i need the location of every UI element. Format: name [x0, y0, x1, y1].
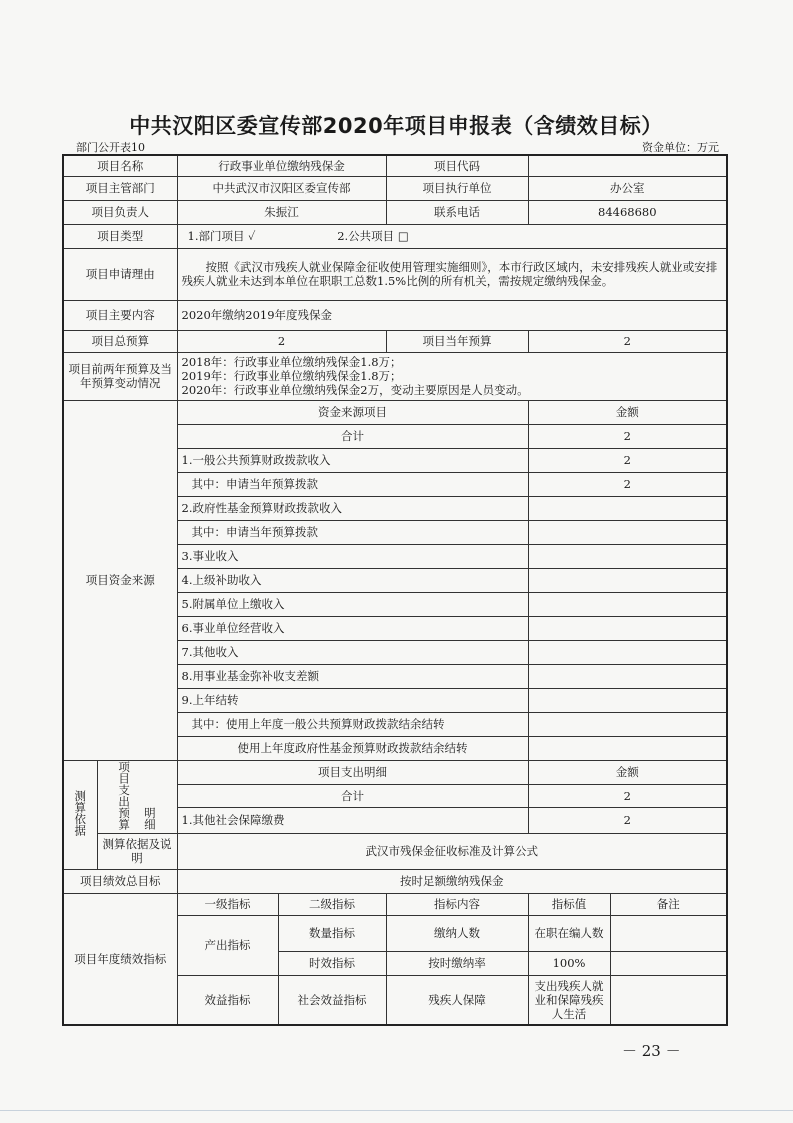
- row-history: [63, 352, 727, 400]
- funding-row-amount: [528, 640, 727, 664]
- row-dept: [63, 176, 727, 200]
- history-line: 2020年：行政事业单位缴纳残保金2万，变动主要原因是人员变动。: [181, 383, 529, 397]
- funding-row-amount: 2: [528, 448, 727, 472]
- perf-col-level2: 二级指标: [278, 893, 386, 915]
- funding-col-source: 资金来源项目: [177, 400, 528, 424]
- funding-col-amount: 金额: [528, 400, 727, 424]
- value-calc-explanation: 武汉市残保金征收标准及计算公式: [177, 833, 727, 869]
- value-project-code: [528, 155, 727, 176]
- funding-row-name: 2.政府性基金预算财政拨款收入: [177, 496, 528, 520]
- label-project-leader: 项目负责人: [63, 200, 177, 224]
- perf-quantity-content: 缴纳人数: [386, 915, 528, 951]
- label-project-name: 项目名称: [63, 155, 177, 176]
- funding-header-row: [63, 400, 727, 424]
- funding-row-amount: 2: [528, 424, 727, 448]
- funding-row-amount: [528, 664, 727, 688]
- row-reason: [63, 248, 727, 300]
- perf-col-content: 指标内容: [386, 893, 528, 915]
- funding-row-amount: [528, 736, 727, 760]
- type-option-department: 1.部门项目 ✓: [187, 229, 256, 243]
- funding-row-name: 9.上年结转: [177, 688, 528, 712]
- funding-row-amount: [528, 688, 727, 712]
- row-project-type: [63, 224, 727, 248]
- label-current-budget: 项目当年预算: [386, 330, 528, 352]
- value-project-name: 行政事业单位缴纳残保金: [177, 155, 386, 176]
- funding-row-name: 7.其他收入: [177, 640, 528, 664]
- calc-total-amount: 2: [528, 784, 727, 807]
- row-budget: [63, 330, 727, 352]
- funding-row-amount: [528, 592, 727, 616]
- value-total-budget: 2: [177, 330, 386, 352]
- perf-timeliness-value: 100%: [528, 951, 610, 975]
- funding-row-name: 8.用事业基金弥补收支差额: [177, 664, 528, 688]
- perf-col-remark: 备注: [610, 893, 727, 915]
- label-contact-phone: 联系电话: [386, 200, 528, 224]
- perf-benefit-indicator: 效益指标: [177, 975, 278, 1025]
- perf-header-row: [63, 893, 727, 915]
- perf-timeliness-content: 按时缴纳率: [386, 951, 528, 975]
- currency-unit: 资金单位：万元: [642, 141, 719, 154]
- goal-row: [63, 869, 727, 893]
- funding-row-amount: [528, 496, 727, 520]
- calc-basis-row: [63, 833, 727, 869]
- label-calc-basis: 测算依据: [63, 760, 97, 869]
- funding-row-name: 1.一般公共预算财政拨款收入: [177, 448, 528, 472]
- funding-row-amount: [528, 616, 727, 640]
- funding-row-name: 其中：使用上年度一般公共预算财政拨款结余结转: [177, 712, 528, 736]
- label-budget-history: 项目前两年预算及当年预算变动情况: [63, 352, 177, 400]
- project-application-table: [62, 154, 728, 1026]
- perf-social-remark: [610, 975, 727, 1025]
- perf-social-value: 支出残疾人就业和保障残疾人生活: [528, 975, 610, 1025]
- funding-row-amount: [528, 544, 727, 568]
- funding-row-name: 6.事业单位经营收入: [177, 616, 528, 640]
- row-leader: [63, 200, 727, 224]
- calc-col-amount: 金额: [528, 760, 727, 784]
- perf-output-indicator: 产出指标: [177, 915, 278, 975]
- table-number: 部门公开表10: [76, 141, 145, 154]
- value-budget-history: [177, 352, 727, 400]
- funding-row-amount: [528, 520, 727, 544]
- value-project-leader: 朱振江: [177, 200, 386, 224]
- calc-total-name: 合计: [177, 784, 528, 807]
- page-number: － 23 －: [622, 1042, 681, 1060]
- funding-row-amount: [528, 712, 727, 736]
- row-project-name: [63, 155, 727, 176]
- funding-row-name: 4.上级补助收入: [177, 568, 528, 592]
- funding-row-amount: 2: [528, 472, 727, 496]
- row-content: [63, 300, 727, 330]
- label-project-type: 项目类型: [63, 224, 177, 248]
- label-calc-explanation: 测算依据及说明: [97, 833, 177, 869]
- value-executing-unit: 办公室: [528, 176, 727, 200]
- label-annual-indicators: 项目年度绩效指标: [63, 893, 177, 1025]
- perf-quantity-remark: [610, 915, 727, 951]
- value-contact-phone: 84468680: [528, 200, 727, 224]
- label-executing-unit: 项目执行单位: [386, 176, 528, 200]
- funding-row-name: 合计: [177, 424, 528, 448]
- value-application-reason: 按照《武汉市残疾人就业保障金征收使用管理实施细则》，本市行政区域内，未安排残疾人就业或安排残疾人就业未达到本单位在职职工总数1.5%比例的所有机关，需按规定缴纳残保金。: [177, 248, 727, 300]
- funding-row-name: 3.事业收入: [177, 544, 528, 568]
- label-overall-goal: 项目绩效总目标: [63, 869, 177, 893]
- type-option-public: 2.公共项目 □: [337, 229, 409, 243]
- label-supervising-dept: 项目主管部门: [63, 176, 177, 200]
- calc-item-amount: 2: [528, 808, 727, 833]
- value-current-budget: 2: [528, 330, 727, 352]
- label-funding-source: 项目资金来源: [63, 400, 177, 760]
- funding-row-amount: [528, 568, 727, 592]
- history-line: 2018年：行政事业单位缴纳残保金1.8万；: [181, 355, 402, 369]
- funding-row-name: 使用上年度政府性基金预算财政拨款结余结转: [177, 736, 528, 760]
- funding-row-name: 5.附属单位上缴收入: [177, 592, 528, 616]
- perf-social-content: 残疾人保障: [386, 975, 528, 1025]
- page-title: 中共汉阳区委宣传部2020年项目申报表（含绩效目标）: [129, 114, 663, 138]
- history-line: 2019年：行政事业单位缴纳残保金1.8万；: [181, 369, 402, 383]
- label-expense-budget-detail: 项目支出预算 明细: [97, 760, 177, 833]
- bottom-divider: [0, 1110, 793, 1111]
- value-project-type: [177, 224, 727, 248]
- perf-quantity-indicator: 数量指标: [278, 915, 386, 951]
- perf-social-indicator: 社会效益指标: [278, 975, 386, 1025]
- funding-row-name: 其中：申请当年预算拨款: [177, 520, 528, 544]
- perf-timeliness-indicator: 时效指标: [278, 951, 386, 975]
- label-project-code: 项目代码: [386, 155, 528, 176]
- value-supervising-dept: 中共武汉市汉阳区委宣传部: [177, 176, 386, 200]
- perf-col-level1: 一级指标: [177, 893, 278, 915]
- value-main-content: 2020年缴纳2019年度残保金: [177, 300, 727, 330]
- calc-item-name: 1.其他社会保障缴费: [177, 808, 528, 833]
- label-application-reason: 项目申请理由: [63, 248, 177, 300]
- perf-col-value: 指标值: [528, 893, 610, 915]
- perf-timeliness-remark: [610, 951, 727, 975]
- calc-col-detail: 项目支出明细: [177, 760, 528, 784]
- calc-header-row: [63, 760, 727, 784]
- label-total-budget: 项目总预算: [63, 330, 177, 352]
- perf-quantity-value: 在职在编人数: [528, 915, 610, 951]
- funding-row-name: 其中：申请当年预算拨款: [177, 472, 528, 496]
- value-overall-goal: 按时足额缴纳残保金: [177, 869, 727, 893]
- label-main-content: 项目主要内容: [63, 300, 177, 330]
